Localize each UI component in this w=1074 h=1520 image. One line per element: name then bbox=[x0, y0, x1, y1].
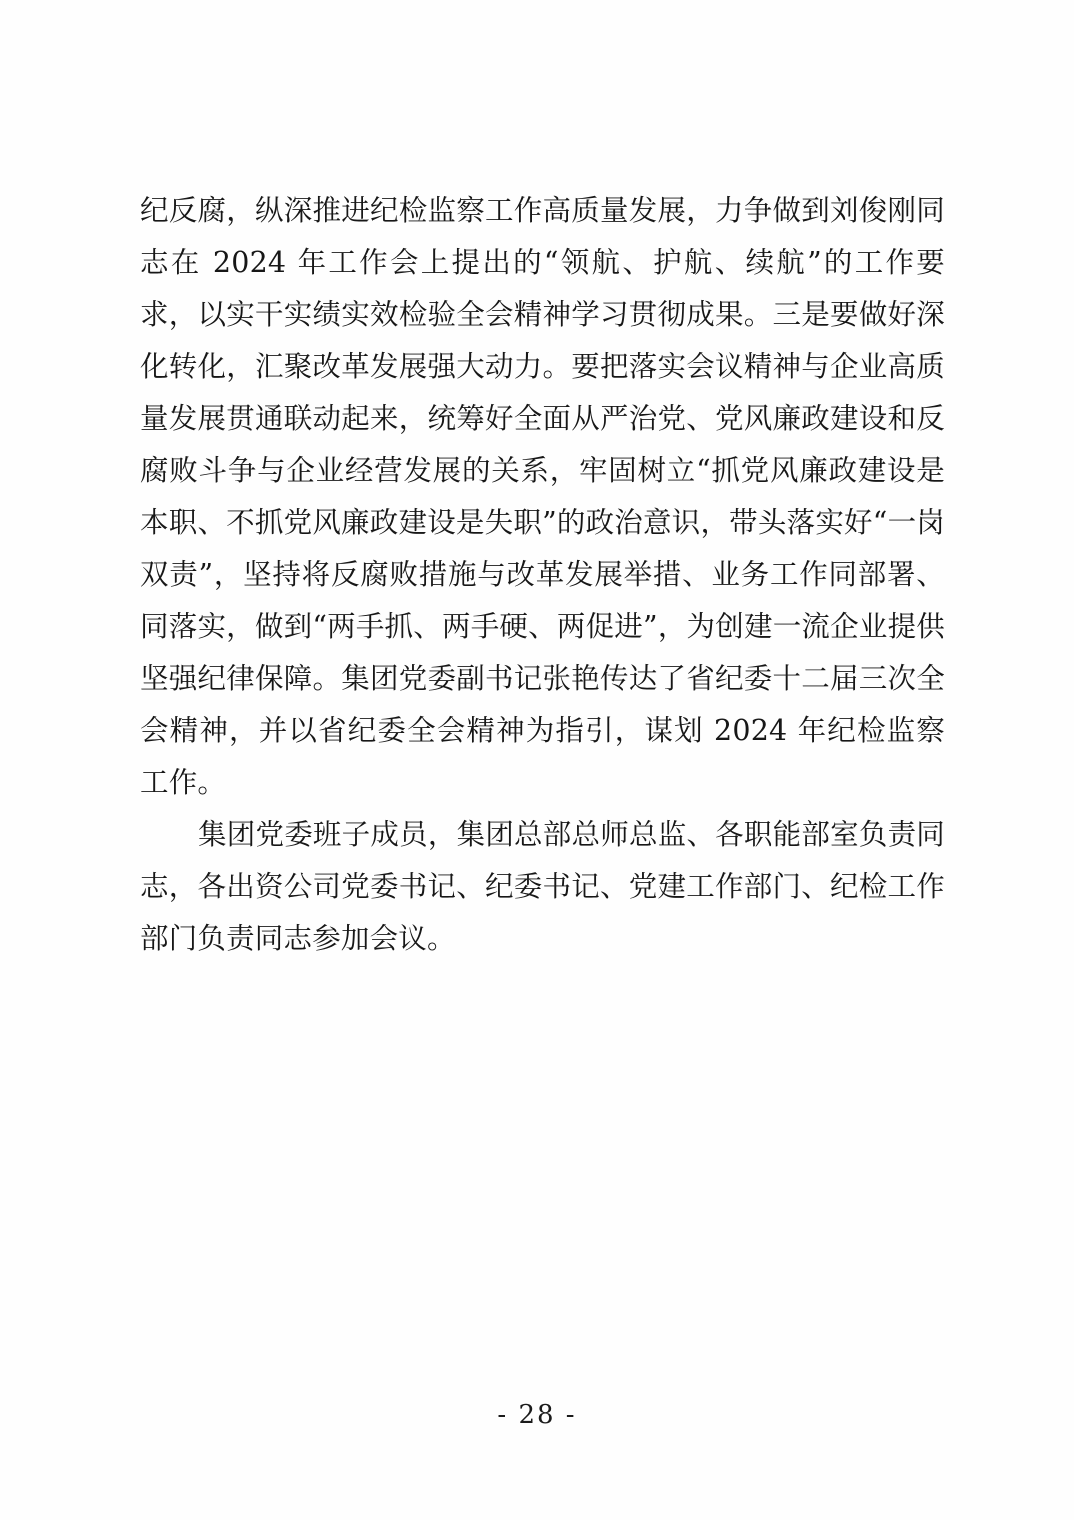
paragraph-2: 集团党委班子成员，集团总部总师总监、各职能部室负责同志，各出资公司党委书记、纪委书记、党建工作部门、纪检工作部门负责同志参加会议。 bbox=[140, 818, 945, 955]
document-body bbox=[140, 185, 945, 965]
paragraph-1: 纪反腐，纵深推进纪检监察工作高质量发展，力争做到刘俊刚同志在 2024 年工作会上提出的“领航、护航、续航”的工作要求，以实干实绩实效检验全会精神学习贯彻成果。三是要做好深化转化，汇聚改革发展强大动力。要把落实会议精神与企业高质量发展贯通联动起来，统筹好全面从严治党、党风廉政建设和反腐败斗争与企业经营发展的关系，牢固树立“抓党风廉政建设是本职、不抓党风廉政建设是失职”的政治意识，带头落实好“一岗双责”，坚持将反腐败措施与改革发展举措、业务工作同部署、同落实，做到“两手抓、两手硬、两促进”，为创建一流企业提供坚强纪律保障。集团党委副书记张艳传达了省纪委十二届三次全会精神，并以省纪委全会精神为指引，谋划 2024 年纪检监察工作。 bbox=[140, 194, 945, 799]
page-number: - 28 - bbox=[497, 1400, 577, 1430]
